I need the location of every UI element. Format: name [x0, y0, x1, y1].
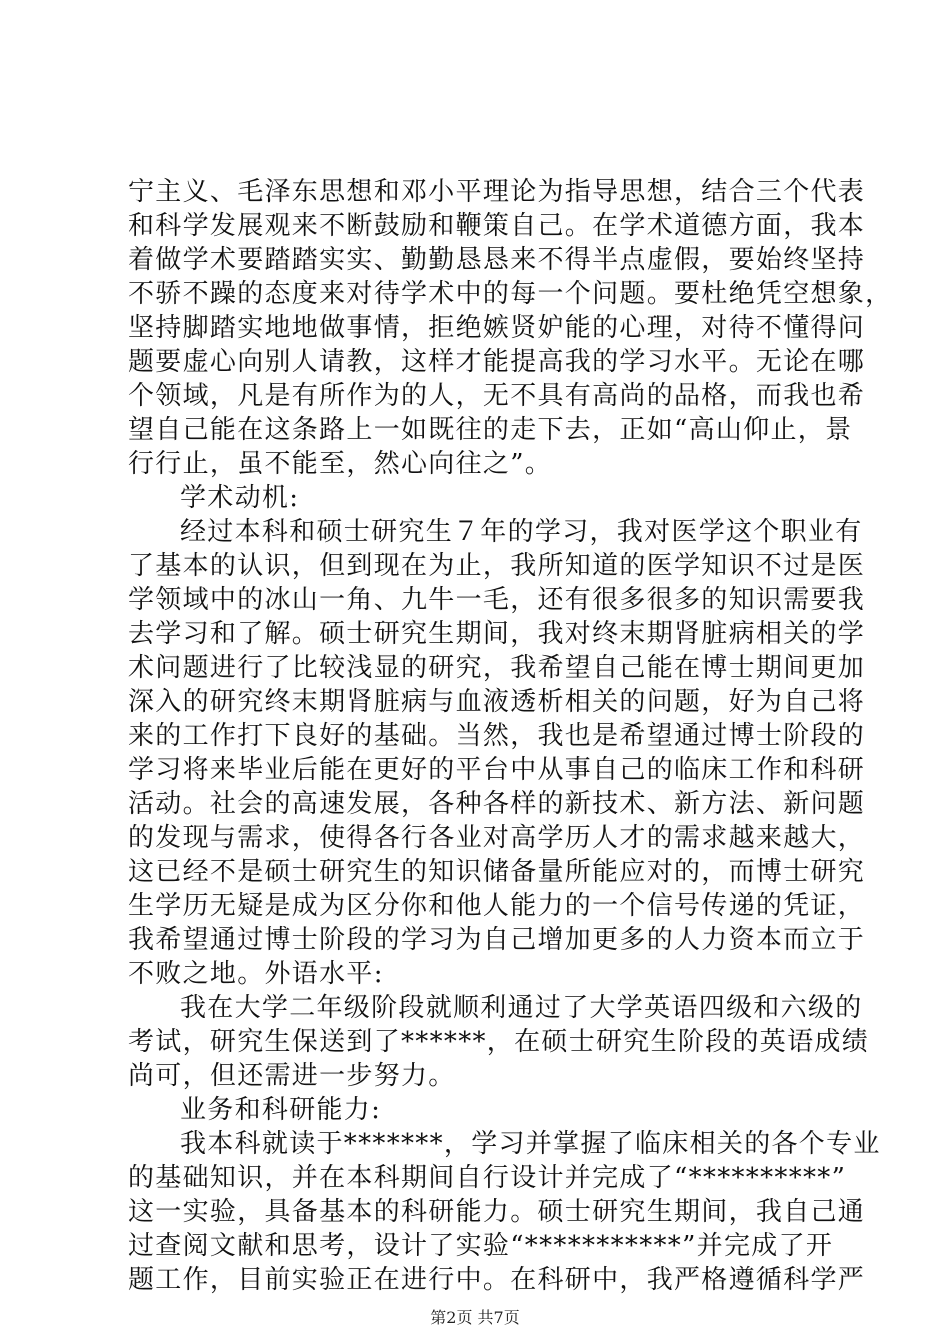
- text-line: 我在大学二年级阶段就顺利通过了大学英语四级和六级的: [180, 993, 863, 1023]
- text-line: 不骄不躁的态度来对待学术中的每一个问题。要杜绝凭空想象，: [128, 279, 893, 309]
- text-line: 行行止，虽不能至，然心向往之”。: [128, 449, 553, 479]
- text-line: 望自己能在这条路上一如既往的走下去，正如“高山仰止，景: [128, 415, 853, 445]
- text-line: 考试，研究生保送到了******，在硕士研究生阶段的英语成绩: [128, 1027, 870, 1057]
- text-line: 我希望通过博士阶段的学习为自己增加更多的人力资本而立于: [128, 925, 866, 955]
- text-line: 活动。社会的高速发展，各种各样的新技术、新方法、新问题: [128, 789, 866, 819]
- text-line: 着做学术要踏踏实实、勤勤恳恳来不得半点虚假，要始终坚持: [128, 245, 866, 275]
- text-line: 经过本科和硕士研究生７年的学习，我对医学这个职业有: [180, 517, 863, 547]
- text-line: 这一实验，具备基本的科研能力。硕士研究生期间，我自己通: [128, 1197, 866, 1227]
- section-heading-research: 业务和科研能力:: [180, 1095, 382, 1125]
- text-line: 术问题进行了比较浅显的研究，我希望自己能在博士期间更加: [128, 653, 866, 683]
- text-line: 尚可，但还需进一步努力。: [128, 1061, 456, 1091]
- text-line: 坚持脚踏实地地做事情，拒绝嫉贤妒能的心理，对待不懂得问: [128, 313, 866, 343]
- text-line: 和科学发展观来不断鼓励和鞭策自己。在学术道德方面，我本: [128, 211, 866, 241]
- text-line: 过查阅文献和思考，设计了实验“***********”并完成了开: [128, 1231, 834, 1261]
- text-line: 个领域，凡是有所作为的人，无不具有高尚的品格，而我也希: [128, 381, 866, 411]
- text-line: 去学习和了解。硕士研究生期间，我对终末期肾脏病相关的学: [128, 619, 866, 649]
- text-line: 题要虚心向别人请教，这样才能提高我的学习水平。无论在哪: [128, 347, 866, 377]
- text-line: 学领域中的冰山一角、九牛一毛，还有很多很多的知识需要我: [128, 585, 866, 615]
- text-line: 题工作，目前实验正在进行中。在科研中，我严格遵循科学严: [128, 1265, 866, 1295]
- text-line: 深入的研究终末期肾脏病与血液透析相关的问题，好为自己将: [128, 687, 866, 717]
- text-line: 这已经不是硕士研究生的知识储备量所能应对的，而博士研究: [128, 857, 866, 887]
- section-heading-motivation: 学术动机:: [180, 483, 300, 513]
- text-line: 生学历无疑是成为区分你和他人能力的一个信号传递的凭证，: [128, 891, 866, 921]
- text-line: 的发现与需求，使得各行各业对高学历人才的需求越来越大，: [128, 823, 866, 853]
- text-line: 的基础知识，并在本科期间自行设计并完成了“**********”: [128, 1163, 847, 1193]
- text-line: 宁主义、毛泽东思想和邓小平理论为指导思想，结合三个代表: [128, 177, 866, 207]
- text-line: 来的工作打下良好的基础。当然，我也是希望通过博士阶段的: [128, 721, 866, 751]
- text-line: 学习将来毕业后能在更好的平台中从事自己的临床工作和科研: [128, 755, 866, 785]
- text-line: 了基本的认识，但到现在为止，我所知道的医学知识不过是医: [128, 551, 866, 581]
- text-line: 不败之地。外语水平:: [128, 959, 384, 989]
- text-line: 我本科就读于*******，学习并掌握了临床相关的各个专业: [180, 1129, 881, 1159]
- page-number-footer: 第2页 共7页: [430, 1308, 520, 1327]
